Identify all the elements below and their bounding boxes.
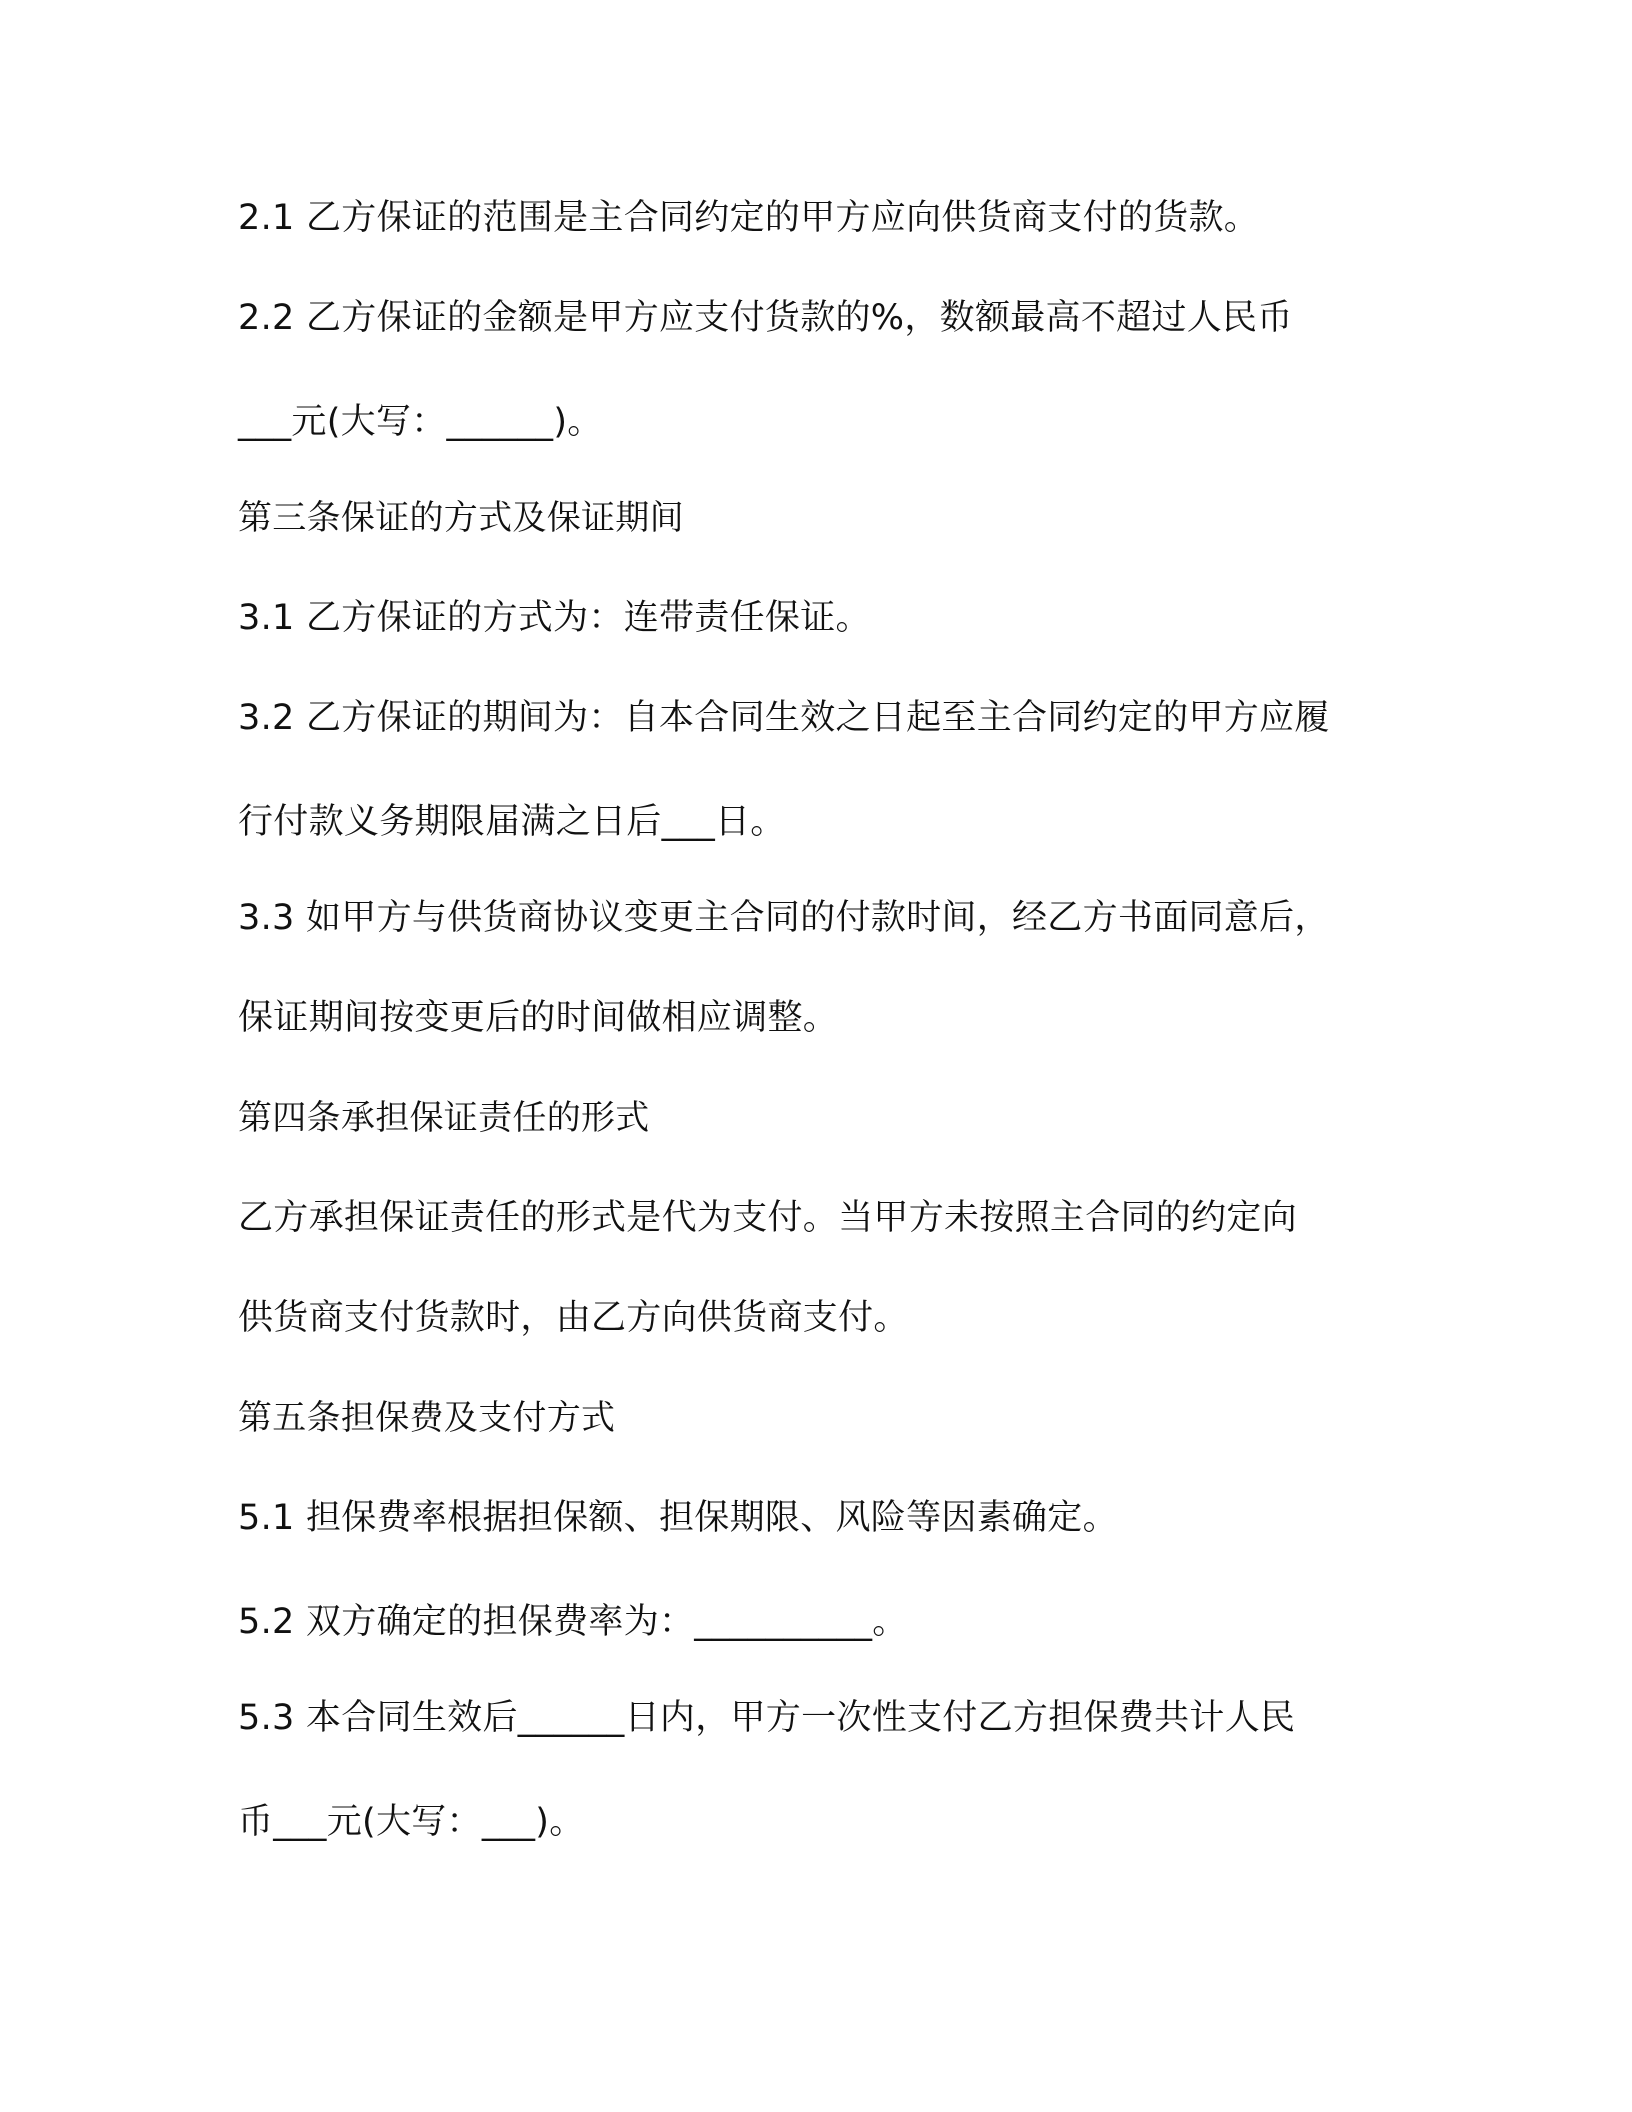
- clause-2-2: 2.2 乙方保证的金额是甲方应支付货款的%，数额最高不超过人民币: [238, 298, 1293, 338]
- clause-2-1: 2.1 乙方保证的范围是主合同约定的甲方应向供货商支付的货款。: [238, 198, 1260, 238]
- clause-3-3-continued: 保证期间按变更后的时间做相应调整。: [238, 998, 839, 1038]
- clause-5-3: 5.3 本合同生效后______日内，甲方一次性支付乙方担保费共计人民: [238, 1698, 1296, 1738]
- clause-5-2: 5.2 双方确定的担保费率为：__________。: [238, 1602, 908, 1642]
- clause-5-3-continued: 币___元(大写：___)。: [238, 1802, 585, 1842]
- article-4-heading: 第四条承担保证责任的形式: [238, 1098, 650, 1138]
- article-4-text: 乙方承担保证责任的形式是代为支付。当甲方未按照主合同的约定向: [238, 1198, 1298, 1238]
- article-4-text-continued: 供货商支付货款时，由乙方向供货商支付。: [238, 1298, 909, 1338]
- clause-3-3: 3.3 如甲方与供货商协议变更主合同的付款时间，经乙方书面同意后，: [238, 898, 1330, 938]
- clause-3-2: 3.2 乙方保证的期间为：自本合同生效之日起至主合同约定的甲方应履: [238, 698, 1330, 738]
- clause-3-1: 3.1 乙方保证的方式为：连带责任保证。: [238, 598, 871, 638]
- clause-3-2-continued: 行付款义务期限届满之日后___日。: [238, 802, 786, 842]
- article-3-heading: 第三条保证的方式及保证期间: [238, 498, 684, 538]
- clause-5-1: 5.1 担保费率根据担保额、担保期限、风险等因素确定。: [238, 1498, 1118, 1538]
- article-5-heading: 第五条担保费及支付方式: [238, 1398, 616, 1438]
- clause-2-2-continued: ___元(大写：______)。: [238, 402, 603, 442]
